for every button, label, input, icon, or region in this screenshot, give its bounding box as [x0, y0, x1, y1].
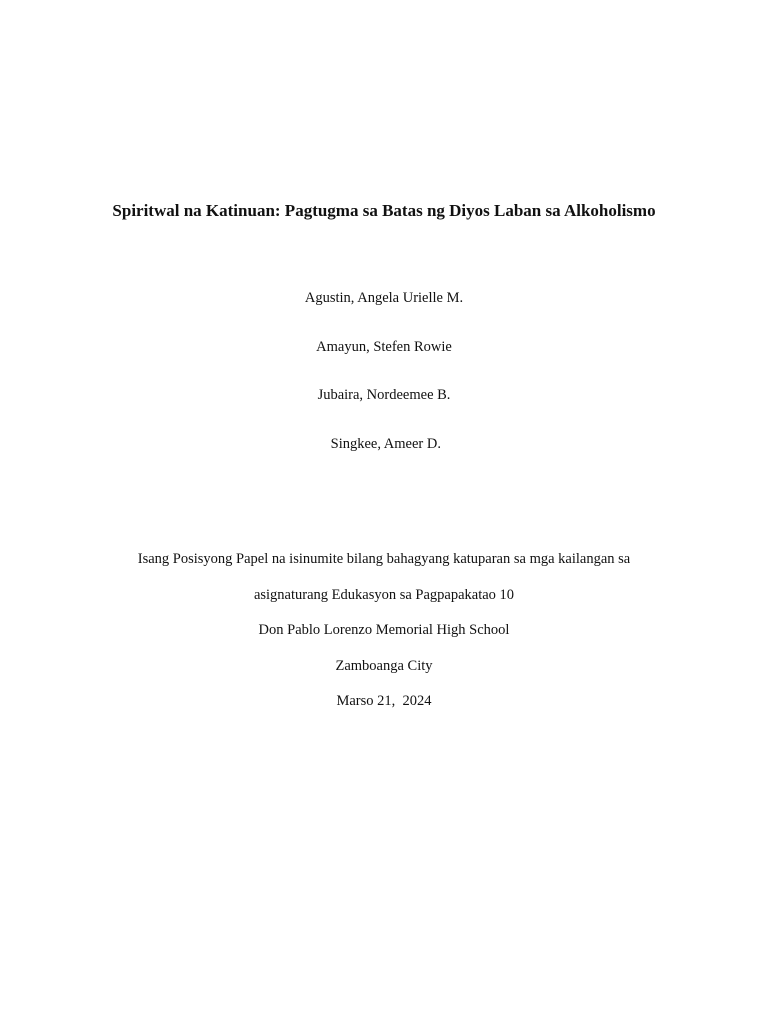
submission-statement-line-1: Isang Posisyong Papel na isinumite bilang bahagyang katuparan sa mga kailangan sa	[137, 551, 631, 567]
author-name: Agustin, Angela Urielle M.	[304, 290, 464, 306]
paper-title: Spiritwal na Katinuan: Pagtugma sa Batas ng Diyos Laban sa Alkoholismo	[112, 201, 656, 220]
city-name: Zamboanga City	[335, 658, 433, 674]
author-name: Singkee, Ameer D.	[327, 436, 441, 452]
school-name: Don Pablo Lorenzo Memorial High School	[258, 622, 510, 638]
author-name: Jubaira, Nordeemee B.	[317, 387, 451, 403]
submission-statement-line-2: asignaturang Edukasyon sa Pagpapakatao 10	[253, 587, 515, 603]
author-name: Amayun, Stefen Rowie	[316, 339, 452, 355]
submission-date: Marso 21, 2024	[336, 693, 432, 709]
